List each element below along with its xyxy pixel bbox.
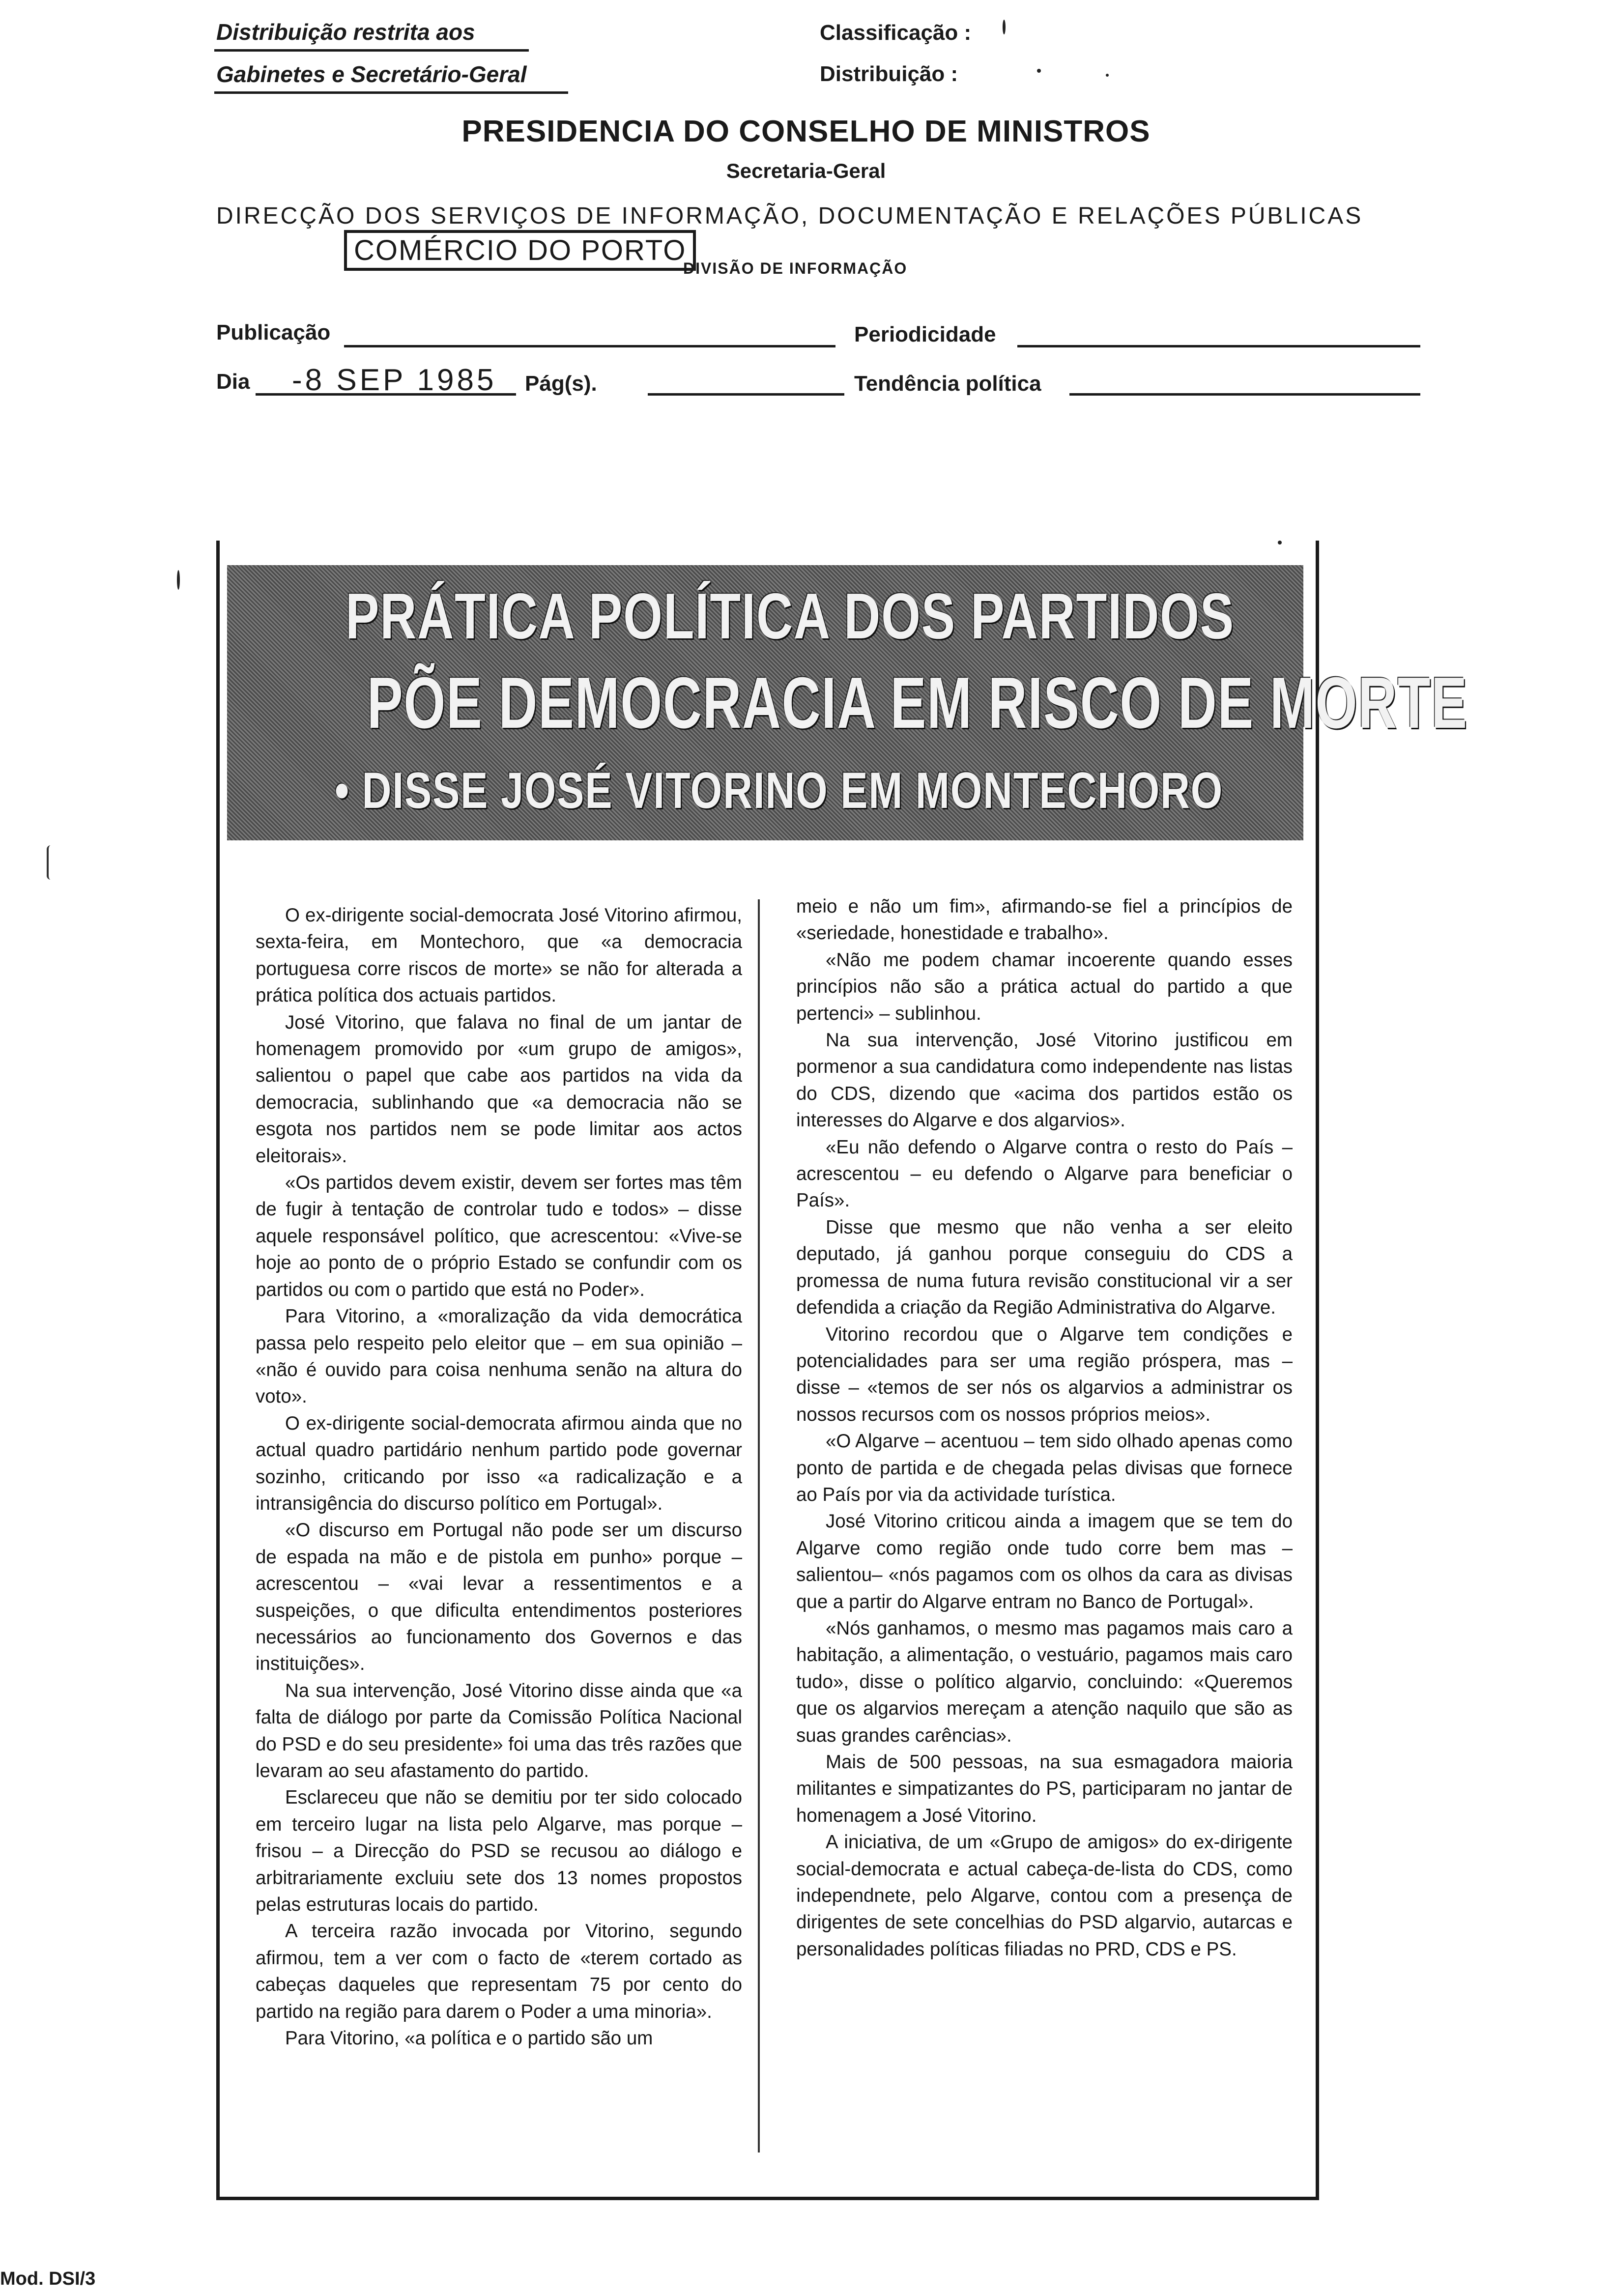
publication-field-line [344, 345, 835, 347]
scan-mark [47, 845, 55, 880]
scan-speck [1003, 20, 1006, 34]
column2-paragraph: «Não me podem chamar incoerente quando esses princípios não são a prática actual do partido a que pertenci» – sublinhou. [796, 949, 1293, 1024]
headline-line-2: PÕE DEMOCRACIA EM RISCO DE MORTE [367, 662, 1468, 744]
column2-paragraph: «Nós ganhamos, o mesmo mas pagamos mais caro a habitação, a alimentação, o vestuário, pagamos mais caro tudo», disse o político algarvio, concluindo: «Queremos que os algarvios mereçam a atenção naquilo que são as suas grandes carências». [796, 1617, 1293, 1746]
date-field-line [256, 393, 516, 396]
pages-field-line [648, 393, 844, 396]
column1-paragraph: Na sua intervenção, José Vitorino disse ainda que «a falta de diálogo por parte da Comissão Política Nacional do PSD e do seu presidente» foi uma das três razões que levaram ao seu afastamento do partido. [256, 1680, 742, 1781]
headline-subtitle: • DISSE JOSÉ VITORINO EM MONTECHORO [335, 762, 1223, 819]
column1-paragraph: Para Vitorino, «a política e o partido são um [285, 2028, 653, 2049]
day-label: Dia [216, 370, 250, 394]
headline-panel [227, 565, 1468, 840]
column-divider [758, 899, 760, 2152]
column1-paragraph: «Os partidos devem existir, devem ser fortes mas têm de fugir à tentação de controlar tudo e todos» – disse aquele responsável político, que acrescentou: «Vive-se hoje ao ponto de o próprio Estado se confundir com os partidos ou com o partido que está no Poder». [256, 1172, 742, 1300]
column2-paragraph: Mais de 500 pessoas, na sua esmagadora maioria militantes e simpatizantes do PS, participaram no jantar de homenagem a José Vitorino. [796, 1751, 1293, 1826]
column2-paragraph: José Vitorino criticou ainda a imagem que se tem do Algarve como região onde tudo corre bem mas – salientou– «nós pagamos com os olhos da cara as divisas que a partir do Algarve entram no Banco de Portugal». [796, 1511, 1293, 1612]
scan-speck [1106, 74, 1109, 77]
column1-paragraph: «O discurso em Portugal não pode ser um discurso de espada na mão e de pistola em punho» porque – acrescentou – «vai levar a ressentimentos e a suspeições, o que dificulta entendimentos posteriores necessários ao funcionamento dos Governos e das instituições». [256, 1520, 742, 1675]
periodicity-field-line [1017, 345, 1420, 347]
directorate-title: DIRECÇÃO DOS SERVIÇOS DE INFORMAÇÃO, DOCUMENTAÇÃO E RELAÇÕES PÚBLICAS [216, 203, 1363, 229]
column2-paragraph: meio e não um fim», afirmando-se fiel a princípios de «seriedade, honestidade e trabalho». [796, 896, 1293, 944]
article-column-2 [796, 893, 1293, 1963]
form-code: Mod. DSI/3 [0, 2268, 96, 2289]
headline-line-1: PRÁTICA POLÍTICA DOS PARTIDOS [345, 580, 1235, 652]
periodicity-label: Periodicidade [854, 322, 996, 346]
column2-paragraph: Disse que mesmo que não venha a ser eleito deputado, já ganhou porque conseguiu do CDS a promessa de numa futura revisão constitucional vir a ser defendida a criação da Região Administrativa do Algarve. [796, 1216, 1293, 1319]
organization-title: PRESIDENCIA DO CONSELHO DE MINISTROS [461, 115, 1151, 148]
column2-paragraph: Vitorino recordou que o Algarve tem condições e potencialidades para ser uma região próspera, mas – disse – «temos de ser nós os algarvios a administrar os nossos recursos com os nossos próprios meios». [796, 1323, 1293, 1425]
scan-speck [1278, 541, 1282, 545]
column2-paragraph: A iniciativa, de um «Grupo de amigos» do ex-dirigente social-democrata e actual cabeça-de-lista do CDS, como independnete, pelo Algarve, contou com a presença de dirigentes de sete concelhias do PSD algarvio, autarcas e personalidades políticas filiadas no PRD, CDS e PS. [796, 1832, 1293, 1960]
publication-label: Publicação [216, 320, 331, 344]
column2-paragraph: «O Algarve – acentuou – tem sido olhado apenas como ponto de partida e de chegada pelas divisas que fornece ao País por via da actividade turística. [796, 1431, 1293, 1505]
distribution-restriction-line1: Distribuição restrita aos [216, 19, 475, 45]
division-title: DIVISÃO DE INFORMAÇÃO [683, 259, 908, 277]
distribution-underline-1 [214, 49, 529, 52]
distribution-underline-2 [214, 91, 568, 94]
column1-paragraph: José Vitorino, que falava no final de um jantar de homenagem promovido por «um grupo de amigos», salientou o papel que cabe aos partidos na vida da democracia, sublinhando que «a democracia não se esgota nos partidos nem se pode limitar aos actos eleitorais». [256, 1011, 742, 1167]
classification-label: Classificação : [820, 21, 972, 45]
distribution-label: Distribuição : [820, 62, 958, 86]
column1-paragraph: O ex-dirigente social-democrata José Vitorino afirmou, sexta-feira, em Montechoro, que «a democracia portuguesa corre riscos de morte» se não for alterada a prática política dos actuais partidos. [256, 905, 742, 1006]
column1-paragraph: O ex-dirigente social-democrata afirmou ainda que no actual quadro partidário nenhum partido pode governar sozinho, criticando por isso «a radicalização e a intransigência do discurso político em Portugal». [256, 1412, 742, 1514]
publication-stamp: COMÉRCIO DO PORTO [344, 230, 696, 271]
article-column-1 [256, 902, 742, 2052]
political-tendency-field-line [1069, 393, 1420, 396]
column1-paragraph: A terceira razão invocada por Vitorino, segundo afirmou, tem a ver com o facto de «terem cortado as cabeças daqueles que representam 75 por cento do partido na região para darem o Poder a uma minoria». [256, 1921, 742, 2022]
political-tendency-label: Tendência política [854, 372, 1041, 396]
column1-paragraph: Para Vitorino, a «moralização da vida democrática passa pelo respeito pelo eleitor que – em sua opinião – «não é ouvido para coisa nenhuma senão na altura do voto». [256, 1306, 742, 1407]
pages-label: Pág(s). [525, 372, 597, 396]
scan-speck [1037, 69, 1041, 73]
column2-paragraph: «Eu não defendo o Algarve contra o resto do País – acrescentou – eu defendo o Algarve para beneficiar o País». [796, 1136, 1293, 1211]
date-stamp: -8 SEP 1985 [292, 363, 497, 397]
distribution-restriction-line2: Gabinetes e Secretário-Geral [216, 61, 527, 87]
scan-speck [177, 570, 180, 590]
column1-paragraph: Esclareceu que não se demitiu por ter sido colocado em terceiro lugar na lista pelo Algarve, mas porque – frisou – a Direcção do PSD se recusou ao diálogo e arbitrariamente excluiu sete dos 13 nomes propostos pelas estruturas locais do partido. [256, 1787, 742, 1916]
secretariat-title: Secretaria-Geral [726, 159, 886, 182]
column2-paragraph: Na sua intervenção, José Vitorino justificou em pormenor a sua candidatura como independente nas listas do CDS, dizendo que «acima dos partidos estão os interesses do Algarve e dos algarvios». [796, 1030, 1293, 1131]
